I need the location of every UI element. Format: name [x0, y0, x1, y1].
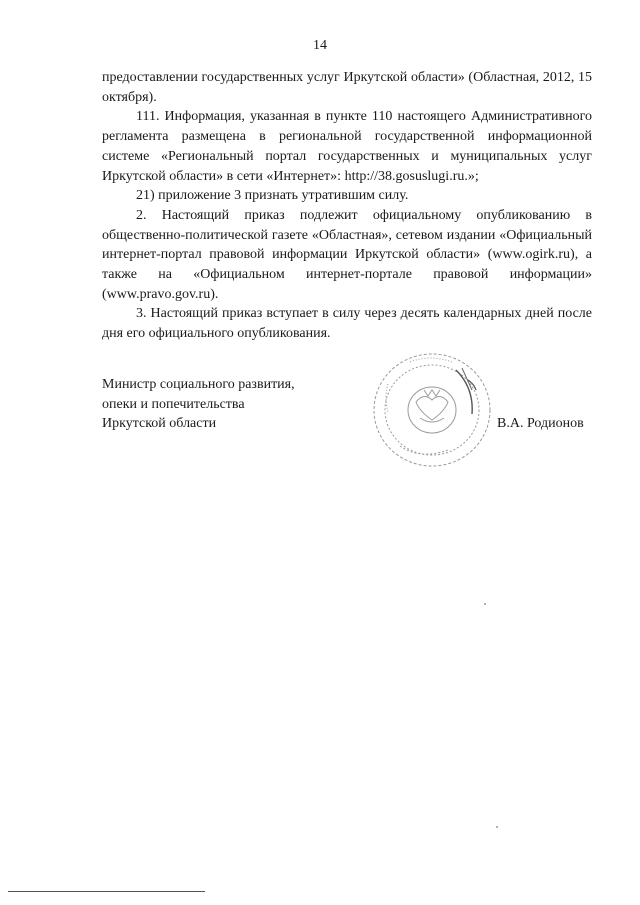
footer-rule	[8, 891, 205, 892]
paragraph-item-111: 111. Информация, указанная в пункте 110 настоящего Административного регламента размещена в региональной государственной информационной системе «Региональный портал государственных и муниципальных услуг Иркутской области» в сети «Интернет»: http://38.gosuslugi.ru.»;	[102, 109, 592, 184]
paragraph-continuation: предоставлении государственных услуг Иркутской области» (Областная, 2012, 15 октября).	[102, 70, 592, 105]
signatory-name: В.А. Родионов	[497, 416, 584, 431]
paragraph-clause-3: 3. Настоящий приказ вступает в силу через десять календарных дней после дня его официального опубликования.	[102, 306, 592, 342]
scan-speck	[484, 603, 486, 605]
page-number: 14	[313, 38, 327, 53]
official-seal-icon	[370, 350, 500, 470]
document-body	[102, 68, 592, 344]
paragraph-clause-2: 2. Настоящий приказ подлежит официальному опубликованию в общественно-политической газете «Областная», сетевом издании «Официальный интернет-портал правовой информации Иркутской области» (www.ogirk.ru), а также на «Официальном интернет-портале правовой информации» (www.pravo.gov.ru).	[102, 207, 592, 302]
signatory-position-line: Иркутской области	[102, 416, 217, 432]
signatory-position-line: Министр социального развития,	[102, 377, 295, 392]
scan-speck	[496, 826, 498, 828]
signatory-position	[102, 375, 295, 434]
signatory-position-line: опеки и попечительства	[102, 396, 245, 412]
paragraph-item-21: 21) приложение 3 признать утратившим силу.	[136, 188, 409, 204]
